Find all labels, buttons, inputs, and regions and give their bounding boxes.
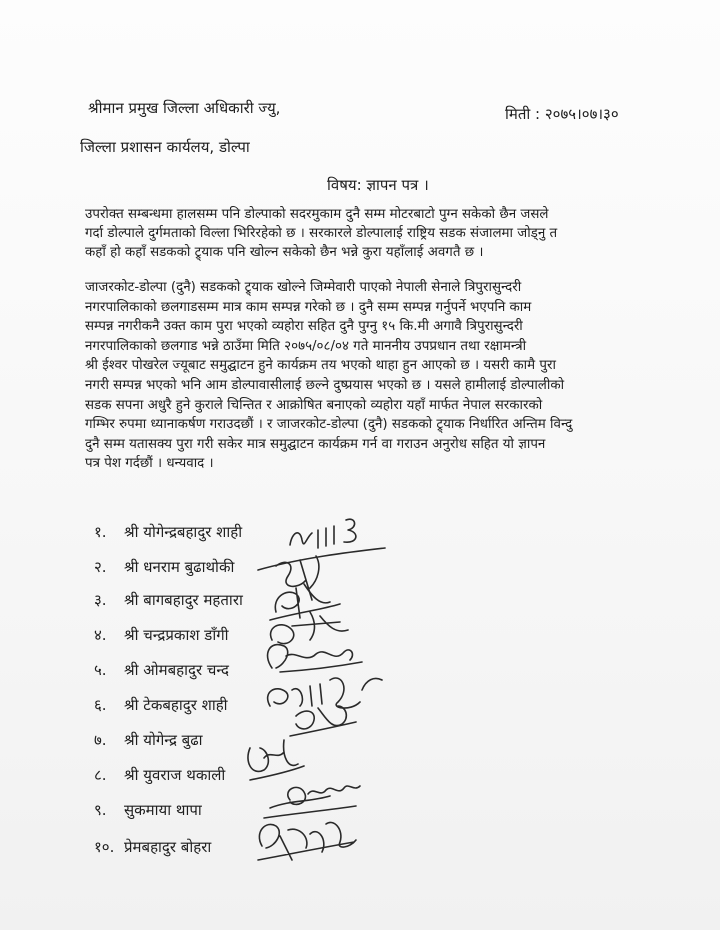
paragraph-line: उपरोक्त सम्बन्धमा हालसम्म पनि डोल्पाको सदरमुकाम दुनै सम्म मोटरबाटो पुग्न सकेको छैन जसले xyxy=(85,207,549,222)
paragraph-line: नगरपालिकाको छलगाडसम्म मात्र काम सम्पन्न गरेको छ । दुनै सम्म सम्पन्न गर्नुपर्ने भएपनि काम xyxy=(85,299,532,315)
signatory-row xyxy=(94,837,211,857)
signatory-number: ४. xyxy=(94,626,107,644)
signature-4 xyxy=(271,612,348,644)
signatory-name: श्री ओमबहादुर चन्द xyxy=(124,661,229,679)
signatory-number: ६. xyxy=(94,696,107,714)
signature-5 xyxy=(268,645,362,672)
signatory-name: श्री टेकबहादुर शाही xyxy=(124,696,228,714)
paragraph-line: कहाँ हो कहाँ सडकको ट्र्याक पनि खोल्न सकेको छैन भन्ने कुरा यहाँलाई अवगतै छ । xyxy=(85,245,484,260)
paragraph-line: गर्दा डोल्पाले दुर्गमताको विल्ला भिरिरहेको छ । सरकारले डोल्पालाई राष्ट्रिय सडक संजालमा जोड्नु त xyxy=(85,226,558,241)
subject-line: विषय: ज्ञापन पत्र । xyxy=(327,176,429,194)
signatory-name: श्री चन्द्रप्रकाश डाँगी xyxy=(124,626,229,644)
signature-2 xyxy=(258,548,385,600)
signatory-row xyxy=(94,660,229,680)
signatory-row xyxy=(94,800,202,820)
paragraph-line: सम्पन्न नगरीकनै उक्त काम पुरा भएको व्यहोरा सहित दुनै पुग्नु १५ कि.मी अगावै त्रिपुरासुन्दरी xyxy=(85,319,523,335)
paragraph-line: नगरी सम्पन्न भएको भनि आम डोल्पावासीलाई छल्ने दुष्प्रयास भएको छ । यसले हामीलाई डोल्पालीको xyxy=(85,377,565,393)
addressee-line-1: श्रीमान प्रमुख जिल्ला अधिकारी ज्यु, xyxy=(88,99,281,117)
signatory-number: १. xyxy=(94,523,107,541)
signatory-number: ९. xyxy=(94,801,107,819)
signatory-row xyxy=(94,557,234,577)
signatory-row xyxy=(94,765,225,785)
signature-8 xyxy=(248,740,304,780)
signatory-name: सुकमाया थापा xyxy=(124,801,202,819)
signatory-name: श्री योगेन्द्रबहादुर शाही xyxy=(124,523,243,541)
paragraph-line: गम्भिर रुपमा ध्यानाकर्षण गराउदछौं । र जाजरकोट-डोल्पा (दुनै) सडकको ट्र्याक निर्धारित अन्तिम विन्दु xyxy=(85,417,573,433)
signatory-name: श्री धनराम बुढाथोकी xyxy=(124,558,235,576)
paragraph-2 xyxy=(85,278,700,474)
signatory-row xyxy=(94,522,242,542)
signatory-name: श्री युवराज थकाली xyxy=(124,766,226,784)
signatory-number: ३. xyxy=(94,591,107,609)
paragraph-line: सडक सपना अधुरै हुने कुराले चिन्तित र आक्रोषित बनाएको व्यहोरा यहाँ मार्फत नेपाल सरकारको xyxy=(85,397,543,413)
signature-9 xyxy=(264,786,360,818)
signatory-row xyxy=(94,590,243,610)
signatory-name: प्रेमबहादुर बोहरा xyxy=(124,838,212,856)
paragraph-line: श्री ईश्वर पोखरेल ज्यूबाट समुद्घाटन हुने कार्यक्रम तय भएको थाहा हुन आएको छ । यसरी कामै पुरा xyxy=(85,358,556,374)
signatory-name: श्री बागबहादुर महतारा xyxy=(124,591,243,609)
signature-6 xyxy=(268,678,382,708)
signature-3 xyxy=(270,584,340,620)
paragraph-line: जाजरकोट-डोल्पा (दुनै) सडकको ट्र्याक खोल्ने जिम्मेवारी पाएको नेपाली सेनाले त्रिपुरासुन्दरी xyxy=(85,280,522,295)
signatory-row xyxy=(94,730,203,750)
signatory-number: २. xyxy=(94,558,107,576)
addressee-line-2: जिल्ला प्रशासन कार्यलय, डोल्पा xyxy=(80,138,250,156)
paragraph-line: नगरपालिकाको छलगाड भन्ने ठाउँमा मिति २०७५/०८/०४ गते माननीय उपप्रधान तथा रक्षामन्त्री xyxy=(85,338,527,354)
paragraph-1 xyxy=(85,205,700,262)
signature-1 xyxy=(290,519,356,548)
signatory-row xyxy=(94,625,229,645)
signatory-row xyxy=(94,695,228,715)
signatory-number: ८. xyxy=(94,766,107,784)
signatory-number: ५. xyxy=(94,661,107,679)
signatory-name: श्री योगेन्द्र बुढा xyxy=(124,731,203,749)
signatory-number: ७. xyxy=(94,731,107,749)
paragraph-line: दुनै सम्म यतासक्य पुरा गरी सकेर मात्र समुद्घाटन कार्यक्रम गर्न वा गराउन अनुरोध सहित यो ज्ञापन xyxy=(85,436,546,452)
signature-10 xyxy=(258,822,356,860)
signature-7 xyxy=(290,706,356,736)
signatory-number: १०. xyxy=(94,838,115,856)
letter-date: मिती : २०७५।०७।३० xyxy=(505,105,619,123)
paragraph-line: पत्र पेश गर्दछौं । धन्यवाद । xyxy=(85,456,214,472)
